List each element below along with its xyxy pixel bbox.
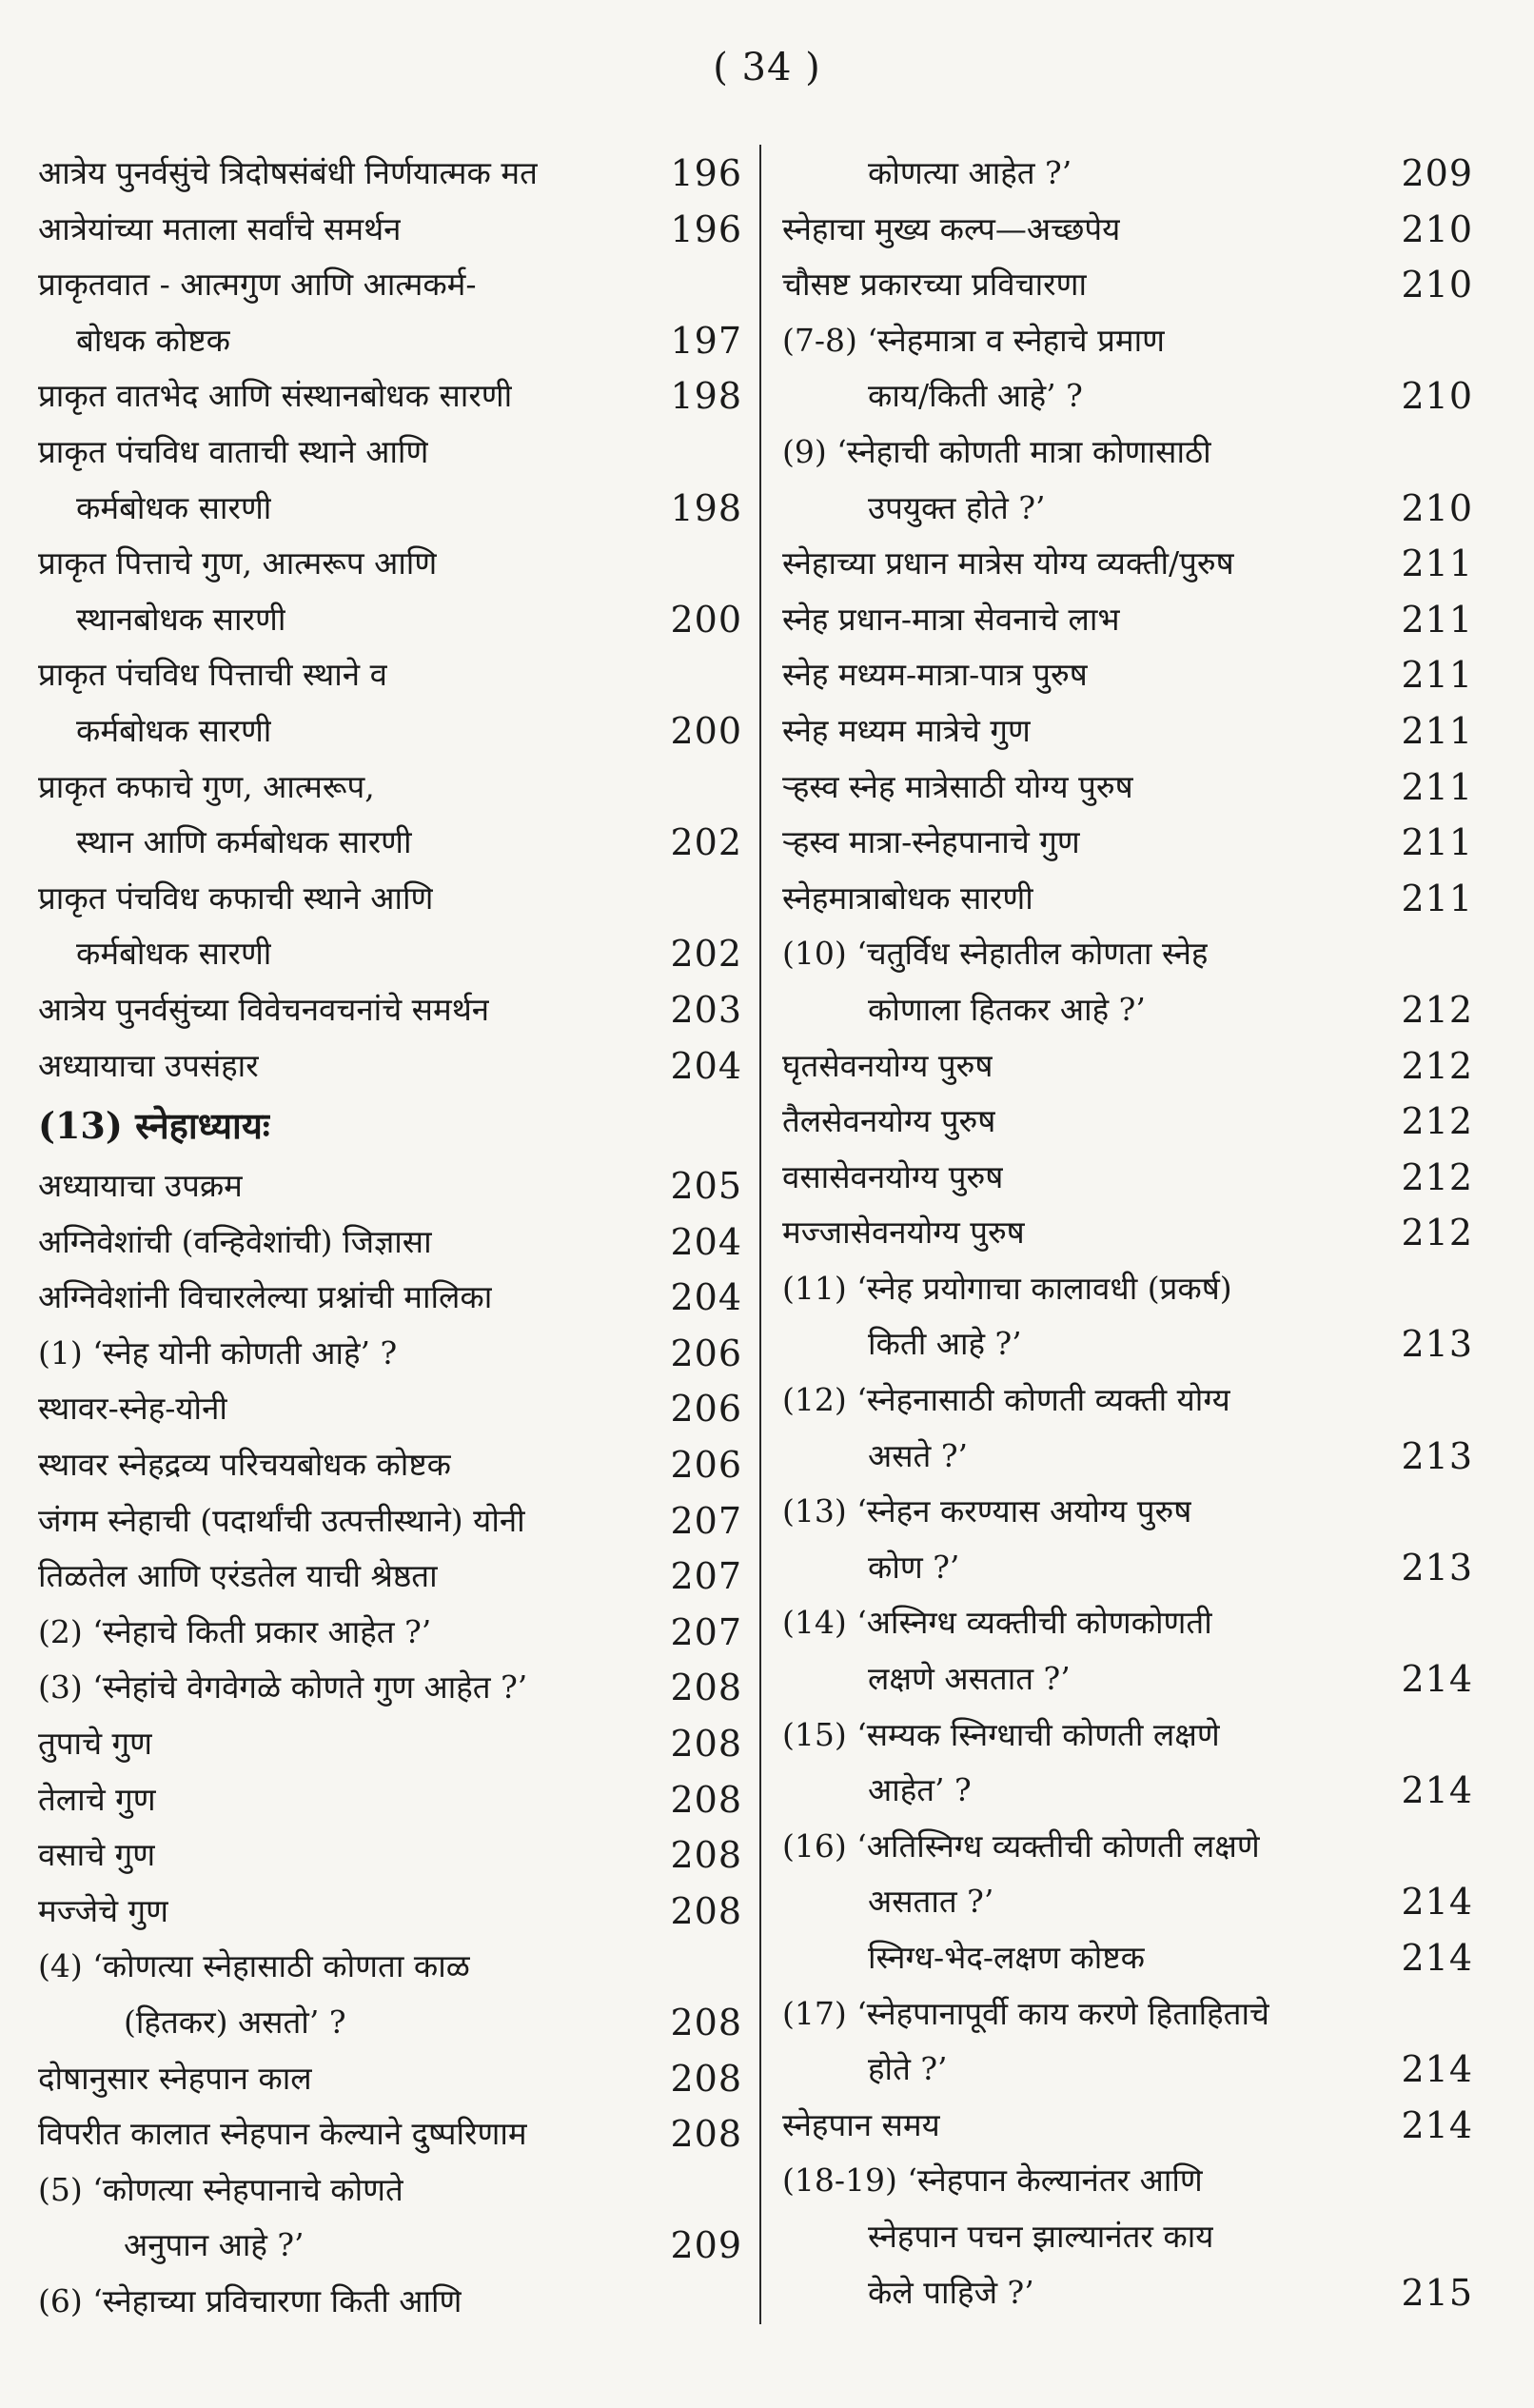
toc-entry-text: कर्मबोधक सारणी <box>76 935 272 973</box>
toc-page-number: 214 <box>1401 1881 1473 1924</box>
toc-entry-text: स्नेह प्रधान-मात्रा सेवनाचे लाभ <box>782 600 1120 638</box>
toc-line <box>38 1493 742 1549</box>
toc-page-number: 208 <box>670 1778 742 1821</box>
toc-entry <box>38 871 742 982</box>
toc-entry-text: कोण ?’ <box>868 1548 960 1586</box>
toc-entry-text: (17) ‘स्नेहपानापूर्वी काय करणे हिताहिताचे <box>782 1994 1269 2032</box>
toc-entry <box>38 1214 742 1271</box>
toc-entry-text: वसाचे गुण <box>38 1836 156 1874</box>
toc-line <box>38 146 742 202</box>
toc-entry <box>38 1549 742 1605</box>
toc-entry-text: (18-19) ‘स्नेहपान केल्यानंतर आणि <box>782 2161 1203 2200</box>
toc-page-number: 208 <box>670 1834 742 1877</box>
toc-entry-text: होते ?’ <box>868 2050 948 2088</box>
toc-line <box>38 2274 742 2330</box>
toc-line <box>38 982 742 1038</box>
toc-entry <box>38 146 742 202</box>
toc-page-number: 215 <box>1401 2271 1473 2314</box>
toc-entry-text: घृतसेवनयोग्य पुरुष <box>782 1046 993 1084</box>
toc-entry <box>782 1094 1473 1150</box>
toc-entry <box>38 1038 742 1095</box>
toc-line <box>782 1372 1473 1429</box>
toc-entry-text: (1) ‘स्नेह योनी कोणती आहे’ ? <box>38 1333 398 1372</box>
toc-line <box>38 202 742 258</box>
toc-entry-text: (14) ‘अस्निग्ध व्यक्तीची कोणकोणती <box>782 1604 1212 1642</box>
toc-entry <box>38 2051 742 2107</box>
section-heading-text: (13) स्नेहाध्यायः <box>38 1104 270 1148</box>
toc-page-number: 214 <box>1401 2103 1473 2146</box>
toc-entry-text: काय/किती आहे’ ? <box>868 377 1083 415</box>
toc-entry-text: प्राकृत वातभेद आणि संस्थानबोधक सारणी <box>38 377 513 415</box>
toc-entry-text: कोणाला हितकर आहे ?’ <box>868 990 1146 1028</box>
toc-page-number: 214 <box>1401 1658 1473 1701</box>
toc-page-number: 207 <box>670 1499 742 1542</box>
toc-line <box>782 1986 1473 2043</box>
toc-entry <box>782 146 1473 202</box>
section-heading <box>38 1094 742 1158</box>
toc-entry <box>782 926 1473 1037</box>
toc-entry-text: (3) ‘स्नेहांचे वेगवेगळे कोणते गुण आहेत ?’ <box>38 1668 528 1707</box>
toc-line <box>38 1605 742 1661</box>
toc-entry <box>782 871 1473 927</box>
toc-line <box>782 481 1473 537</box>
toc-entry-text: (12) ‘स्नेहनासाठी कोणती व्यक्ती योग्य <box>782 1381 1230 1419</box>
toc-line <box>38 1772 742 1828</box>
toc-line <box>782 313 1473 369</box>
toc-page-number: 211 <box>1401 821 1473 864</box>
toc-entry <box>782 1595 1473 1707</box>
toc-page-number: 208 <box>670 2113 742 2156</box>
toc-entry-text: प्राकृत पंचविध वाताची स्थाने आणि <box>38 432 429 470</box>
toc-entry <box>38 1605 742 1661</box>
toc-line <box>38 1437 742 1493</box>
toc-page-number: 211 <box>1401 654 1473 697</box>
toc-entry <box>782 815 1473 871</box>
toc-page-number: 206 <box>670 1444 742 1487</box>
toc-entry <box>38 1381 742 1437</box>
toc-entry <box>38 1827 742 1884</box>
toc-entry-text: कोणत्या आहेत ?’ <box>868 154 1072 191</box>
toc-line <box>782 1094 1473 1150</box>
toc-page-number: 202 <box>670 821 742 864</box>
toc-entry-text: विपरीत कालात स्नेहपान केल्याने दुष्परिणाम <box>38 2115 527 2153</box>
toc-page-number: 212 <box>1401 1212 1473 1254</box>
toc-entry <box>38 1326 742 1382</box>
toc-line <box>782 2153 1473 2209</box>
toc-entry-text: (10) ‘चतुर्विध स्नेहातील कोणता स्नेह <box>782 935 1209 973</box>
toc-entry-text: किती आहे ?’ <box>868 1325 1022 1363</box>
toc-entry <box>782 1707 1473 1819</box>
toc-line <box>38 424 742 481</box>
toc-page-number: 211 <box>1401 543 1473 585</box>
toc-page-number: 205 <box>670 1165 742 1208</box>
toc-entry-text: बोधक कोष्टक <box>76 321 231 359</box>
toc-line <box>38 2162 742 2219</box>
toc-entry-text: स्नेहपान पचन झाल्यानंतर काय <box>868 2217 1214 2255</box>
toc-entry-text: कर्मबोधक सारणी <box>76 711 272 749</box>
toc-line <box>38 815 742 871</box>
toc-entry <box>782 2153 1473 2320</box>
left-column <box>38 146 742 2330</box>
toc-entry <box>782 1819 1473 1930</box>
toc-entry-text: (हितकर) असतो’ ? <box>124 2003 346 2041</box>
toc-entry <box>782 313 1473 424</box>
toc-line <box>38 1270 742 1326</box>
toc-line <box>782 1819 1473 1875</box>
toc-line <box>38 760 742 816</box>
toc-line <box>782 2098 1473 2154</box>
toc-line <box>38 481 742 537</box>
toc-line <box>38 1214 742 1271</box>
toc-entry <box>782 1205 1473 1261</box>
toc-line <box>38 1884 742 1940</box>
toc-entry <box>782 1261 1473 1372</box>
toc-line <box>38 368 742 424</box>
toc-page-number: 212 <box>1401 988 1473 1031</box>
toc-line <box>38 871 742 927</box>
toc-page-number: 196 <box>670 152 742 194</box>
toc-entry <box>782 760 1473 816</box>
toc-entry <box>782 703 1473 760</box>
toc-page-number: 197 <box>670 319 742 362</box>
toc-entry <box>782 536 1473 592</box>
toc-line <box>782 926 1473 982</box>
toc-entry-text: (13) ‘स्नेहन करण्यास अयोग्य पुरुष <box>782 1492 1192 1530</box>
toc-entry-text: स्थान आणि कर्मबोधक सारणी <box>76 823 412 861</box>
toc-line <box>782 1930 1473 1986</box>
toc-line <box>782 424 1473 481</box>
toc-line <box>38 1038 742 1095</box>
toc-page-number: 214 <box>1401 1937 1473 1979</box>
toc-entry <box>38 1270 742 1326</box>
right-column <box>782 146 1473 2320</box>
toc-line <box>782 2209 1473 2265</box>
toc-line <box>782 1874 1473 1930</box>
toc-page-number: 210 <box>1401 486 1473 529</box>
toc-page-number: 210 <box>1401 207 1473 250</box>
toc-line <box>782 2042 1473 2098</box>
toc-entry-text: (7-8) ‘स्नेहमात्रा व स्नेहाचे प्रमाण <box>782 321 1166 359</box>
toc-page-number: 212 <box>1401 1155 1473 1198</box>
toc-page-number: 211 <box>1401 598 1473 641</box>
page-number: ( 34 ) <box>713 46 821 89</box>
toc-page-number: 211 <box>1401 765 1473 808</box>
toc-entry <box>782 1484 1473 1595</box>
toc-entry-text: (5) ‘कोणत्या स्नेहपानाचे कोणते <box>38 2170 403 2208</box>
toc-entry <box>782 424 1473 536</box>
toc-entry-text: अध्यायाचा उपसंहार <box>38 1046 259 1084</box>
toc-entry <box>782 1986 1473 2098</box>
toc-entry-text: आत्रेय पुनर्वसुंचे त्रिदोषसंबंधी निर्णयात्मक मत <box>38 154 538 191</box>
toc-page-number: 211 <box>1401 877 1473 919</box>
toc-page-number: 209 <box>670 2224 742 2267</box>
toc-entry <box>38 1493 742 1549</box>
toc-entry <box>38 760 742 871</box>
toc-entry-text: अध्यायाचा उपक्रम <box>38 1167 243 1205</box>
toc-line <box>782 1540 1473 1596</box>
toc-page-number: 210 <box>1401 264 1473 306</box>
toc-line <box>782 1595 1473 1651</box>
toc-page-number: 214 <box>1401 2048 1473 2091</box>
toc-page-number: 207 <box>670 1610 742 1653</box>
toc-line <box>38 1660 742 1716</box>
toc-line <box>782 760 1473 816</box>
toc-entry-text: (6) ‘स्नेहाच्या प्रविचारणा किती आणि <box>38 2281 462 2319</box>
toc-line <box>38 313 742 369</box>
toc-line <box>782 368 1473 424</box>
toc-entry-text: स्नेहाचा मुख्य कल्प—अच्छपेय <box>782 209 1121 247</box>
toc-entry-text: उपयुक्त होते ?’ <box>868 488 1046 526</box>
toc-line <box>38 1827 742 1884</box>
toc-page-number: 198 <box>670 486 742 529</box>
toc-entry <box>38 647 742 759</box>
toc-entry <box>782 202 1473 258</box>
toc-line <box>38 2218 742 2274</box>
toc-entry-text: मज्जेचे गुण <box>38 1891 168 1929</box>
toc-line <box>782 871 1473 927</box>
toc-entry-text: तिळतेल आणि एरंडतेल याची श्रेष्ठता <box>38 1557 438 1595</box>
toc-entry-text: अनुपान आहे ?’ <box>124 2226 305 2264</box>
toc-entry-text: स्निग्ध-भेद-लक्षण कोष्टक <box>868 1939 1145 1976</box>
toc-entry-text: असते ?’ <box>868 1436 969 1474</box>
toc-line <box>38 647 742 703</box>
toc-line <box>38 1549 742 1605</box>
toc-entry <box>782 1930 1473 1986</box>
toc-page-number: 213 <box>1401 1434 1473 1477</box>
toc-page-number: 200 <box>670 598 742 641</box>
toc-entry-text: प्राकृत कफाचे गुण, आत्मरूप, <box>38 767 375 805</box>
toc-entry-text: आत्रेय पुनर्वसुंच्या विवेचनवचनांचे समर्थन <box>38 990 490 1028</box>
toc-entry <box>38 536 742 647</box>
toc-entry <box>38 1716 742 1772</box>
toc-page-number: 203 <box>670 988 742 1031</box>
toc-entry-text: चौसष्ट प्रकारच्या प्रविचारणा <box>782 266 1088 304</box>
toc-entry-text: प्राकृत पंचविध कफाची स्थाने आणि <box>38 878 434 917</box>
toc-entry-text: अग्निवेशांनी विचारलेल्या प्रश्नांची मालिका <box>38 1278 493 1316</box>
toc-line <box>38 2051 742 2107</box>
toc-page-number: 208 <box>670 1723 742 1766</box>
toc-entry-text: प्राकृत पित्ताचे गुण, आत्मरूप आणि <box>38 544 438 582</box>
toc-page-number: 204 <box>670 1276 742 1319</box>
toc-page-number: 213 <box>1401 1323 1473 1366</box>
toc-line <box>38 592 742 648</box>
toc-line <box>782 536 1473 592</box>
toc-entry-text: ऱ्हस्व स्नेह मात्रेसाठी योग्य पुरुष <box>782 767 1133 805</box>
toc-entry <box>38 368 742 424</box>
toc-line <box>782 1205 1473 1261</box>
toc-entry-text: (16) ‘अतिस्निग्ध व्यक्तीची कोणती लक्षणे <box>782 1826 1260 1865</box>
toc-line <box>782 647 1473 703</box>
toc-entry-text: प्राकृतवात - आत्मगुण आणि आत्मकर्म- <box>38 266 477 304</box>
toc-line <box>38 1326 742 1382</box>
toc-entry-text: दोषानुसार स्नेहपान काल <box>38 2059 312 2097</box>
toc-entry <box>782 1150 1473 1206</box>
toc-line <box>782 592 1473 648</box>
toc-entry <box>38 2162 742 2274</box>
toc-entry <box>38 1437 742 1493</box>
toc-entry <box>38 982 742 1038</box>
toc-line <box>782 1316 1473 1372</box>
toc-line <box>782 146 1473 202</box>
toc-entry <box>38 1884 742 1940</box>
toc-entry-text: स्नेहपान समय <box>782 2105 940 2143</box>
toc-entry-text: वसासेवनयोग्य पुरुष <box>782 1157 1004 1195</box>
toc-page-number: 212 <box>1401 1044 1473 1087</box>
toc-line <box>782 202 1473 258</box>
toc-entry-text: (9) ‘स्नेहाची कोणती मात्रा कोणासाठी <box>782 432 1211 470</box>
toc-entry <box>782 592 1473 648</box>
toc-entry-text: केले पाहिजे ?’ <box>868 2273 1034 2311</box>
toc-entry-text: असतात ?’ <box>868 1883 994 1921</box>
toc-page-number: 207 <box>670 1555 742 1598</box>
toc-entry <box>38 424 742 536</box>
toc-entry <box>38 1939 742 2050</box>
toc-entry <box>38 1660 742 1716</box>
toc-line <box>782 1261 1473 1317</box>
toc-line <box>38 1939 742 1995</box>
column-divider <box>759 145 761 2324</box>
toc-entry-text: स्नेहाच्या प्रधान मात्रेस योग्य व्यक्ती/पुरुष <box>782 544 1234 582</box>
toc-entry-text: लक्षणे असतात ?’ <box>868 1660 1071 1698</box>
toc-page-number: 209 <box>1401 152 1473 194</box>
toc-entry-text: आहेत’ ? <box>868 1771 972 1809</box>
toc-entry-text: (4) ‘कोणत्या स्नेहासाठी कोणता काळ <box>38 1947 470 1985</box>
toc-line <box>38 1716 742 1772</box>
toc-page-number: 206 <box>670 1332 742 1374</box>
toc-entry-text: ऱ्हस्व मात्रा-स्नेहपानाचे गुण <box>782 823 1080 861</box>
toc-entry-text: तेलाचे गुण <box>38 1780 156 1818</box>
toc-entry-text: आत्रेयांच्या मताला सर्वांचे समर्थन <box>38 209 402 247</box>
toc-entry <box>782 2098 1473 2154</box>
toc-page-number: 208 <box>670 2057 742 2100</box>
toc-entry <box>38 2274 742 2330</box>
toc-entry-text: स्थावर-स्नेह-योनी <box>38 1390 227 1428</box>
toc-entry <box>38 1772 742 1828</box>
toc-page-number: 202 <box>670 933 742 976</box>
toc-entry-text: तुपाचे गुण <box>38 1725 152 1763</box>
toc-entry-text: (2) ‘स्नेहाचे किती प्रकार आहेत ?’ <box>38 1612 432 1650</box>
toc-entry <box>38 1158 742 1214</box>
toc-entry-text: स्थानबोधक सारणी <box>76 600 286 638</box>
toc-entry-text: कर्मबोधक सारणी <box>76 488 272 526</box>
toc-page-number: 210 <box>1401 375 1473 418</box>
toc-entry-text: स्थावर स्नेहद्रव्य परिचयबोधक कोष्टक <box>38 1446 451 1484</box>
toc-line <box>782 1038 1473 1095</box>
toc-line <box>782 1150 1473 1206</box>
toc-entry-text: प्राकृत पंचविध पित्ताची स्थाने व <box>38 656 387 694</box>
toc-line <box>782 1484 1473 1540</box>
toc-entry <box>38 202 742 258</box>
toc-page-number: 196 <box>670 207 742 250</box>
toc-page-number: 211 <box>1401 709 1473 752</box>
toc-line <box>782 1651 1473 1707</box>
toc-line <box>38 1381 742 1437</box>
toc-page-number: 208 <box>670 2002 742 2043</box>
toc-entry <box>38 2106 742 2162</box>
toc-entry-text: स्नेह मध्यम-मात्रा-पात्र पुरुष <box>782 656 1088 694</box>
toc-line <box>782 1763 1473 1819</box>
toc-page-number: 208 <box>670 1667 742 1709</box>
toc-line <box>782 982 1473 1038</box>
toc-line <box>782 815 1473 871</box>
toc-entry-text: (11) ‘स्नेह प्रयोगाचा कालावधी (प्रकर्ष) <box>782 1269 1232 1307</box>
toc-page-number: 200 <box>670 709 742 752</box>
toc-entry <box>782 1038 1473 1095</box>
toc-page-number: 213 <box>1401 1546 1473 1589</box>
toc-entry-text: मज्जासेवनयोग्य पुरुष <box>782 1214 1025 1252</box>
toc-entry-text: स्नेहमात्राबोधक सारणी <box>782 878 1033 917</box>
toc-line <box>38 257 742 313</box>
toc-page-number: 204 <box>670 1044 742 1087</box>
toc-entry-text: (15) ‘सम्यक स्निग्धाची कोणती लक्षणे <box>782 1715 1220 1753</box>
toc-line <box>782 257 1473 313</box>
toc-entry <box>782 647 1473 703</box>
toc-entry-text: जंगम स्नेहाची (पदार्थांची उत्पत्तीस्थाने) योनी <box>38 1501 525 1539</box>
toc-line <box>38 1995 742 2051</box>
toc-line <box>38 1158 742 1214</box>
toc-page-number: 212 <box>1401 1100 1473 1143</box>
toc-entry-text: तैलसेवनयोग्य पुरुष <box>782 1102 996 1140</box>
toc-entry-text: स्नेह मध्यम मात्रेचे गुण <box>782 711 1031 749</box>
toc-line <box>38 703 742 760</box>
toc-page-number: 198 <box>670 375 742 418</box>
toc-entry <box>38 257 742 368</box>
toc-line <box>38 536 742 592</box>
toc-page-number: 204 <box>670 1220 742 1263</box>
toc-line <box>38 2106 742 2162</box>
toc-page-number: 206 <box>670 1388 742 1431</box>
toc-line <box>782 2265 1473 2321</box>
toc-line <box>782 1429 1473 1485</box>
toc-page-number: 208 <box>670 1889 742 1932</box>
toc-page-number: 214 <box>1401 1769 1473 1812</box>
toc-line <box>782 1707 1473 1764</box>
toc-line <box>38 926 742 982</box>
toc-entry <box>782 1372 1473 1484</box>
toc-line <box>782 703 1473 760</box>
toc-entry <box>782 257 1473 313</box>
toc-entry-text: अग्निवेशांची (वन्हिवेशांची) जिज्ञासा <box>38 1222 432 1260</box>
